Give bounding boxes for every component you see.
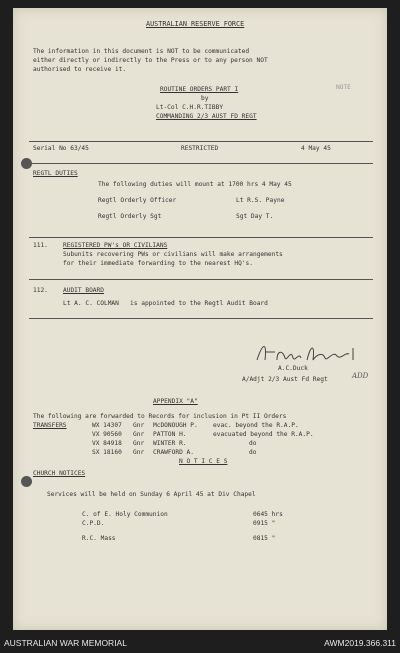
service-number: VX 90560 [92,431,122,438]
classification: RESTRICTED [181,145,219,152]
footer-accession-number: AWM2019.366.311 [324,638,396,648]
section-heading: REGISTERED PW's OR CIVILIANS [63,242,168,249]
orders-officer: Lt-Col C.H.R.TIBBY [156,104,224,111]
punch-hole [21,476,32,487]
service-name: R.C. Mass [82,535,116,542]
stamp: NOTE [336,84,351,91]
service-time: 0915 " [253,520,276,527]
service-name: C. of E. Holy Communion [82,511,168,518]
signature [253,338,363,368]
service-number: SX 18160 [92,449,122,456]
divider [29,279,373,280]
transfer-note: do [249,449,257,456]
section-number: 111. [33,242,48,249]
divider [29,237,373,238]
service-time: 0815 " [253,535,276,542]
divider [29,141,373,142]
soldier-name: CRAWFORD A. [153,449,194,456]
serial-number: Serial No 63/45 [33,145,89,152]
rank: Gnr [133,440,145,447]
church-intro: Services will be held on Sunday 6 April 45 at Div Chapel [47,491,256,498]
duty-name: Lt R.S. Payne [236,197,285,204]
church-heading: CHURCH NOTICES [33,470,86,477]
section-number: 112. [33,287,48,294]
appendix-heading: APPENDIX "A" [153,398,198,405]
divider [29,318,373,319]
notice-line: either directly or indirectly to the Press or to any person NOT [33,57,268,64]
order-date: 4 May 45 [301,145,331,152]
section-text: Lt A. C. COLMAN is appointed to the Regtl Audit Board [63,300,268,307]
soldier-name: PATTON H. [153,431,187,438]
duty-name: Sgt Day T. [236,213,274,220]
divider [29,163,373,164]
section-text: Subunits recovering PWs or civilians will make arrangements [63,251,283,258]
service-time: 0645 hrs [253,511,283,518]
section-heading: AUDIT BOARD [63,287,104,294]
section-text: for their immediate forwarding to the nearest HQ's. [63,260,253,267]
duty-role: Regtl Orderly Sgt [98,213,162,220]
footer-credit: AUSTRALIAN WAR MEMORIAL [4,638,127,648]
appendix-intro: The following are forwarded to Records for inclusion in Pt II Orders [33,413,287,420]
rank: Gnr [133,431,145,438]
service-number: WX 14307 [92,422,122,429]
service-number: VX 84918 [92,440,122,447]
soldier-name: McDONOUGH P. [153,422,198,429]
document-title: AUSTRALIAN RESERVE FORCE [146,20,245,28]
soldier-name: WINTER R. [153,440,187,447]
notice-line: authorised to receive it. [33,66,127,73]
section-heading: REGTL DUTIES [33,170,78,177]
duties-intro: The following duties will mount at 1700 hrs 4 May 45 [98,181,292,188]
orders-by: by [201,95,209,102]
rank: Gnr [133,422,145,429]
service-name: C.P.D. [82,520,105,527]
handwritten-annotation: ADD [352,372,369,380]
duty-role: Regtl Orderly Officer [98,197,177,204]
signatory-name: A.C.Duck [278,365,308,372]
document-page [13,8,387,630]
appendix-label: TRANSFERS [33,422,67,429]
transfer-note: evac. beyond the R.A.P. [213,422,299,429]
signatory-title: A/Adjt 2/3 Aust Fd Regt [242,376,328,383]
notices-heading: N O T I C E S [179,458,228,465]
notice-line: The information in this document is NOT to be communicated [33,48,250,55]
transfer-note: evacuated beyond the R.A.P. [213,431,314,438]
orders-title: ROUTINE ORDERS PART I [160,86,239,93]
transfer-note: do [249,440,257,447]
orders-command: COMMANDING 2/3 AUST FD REGT [156,113,257,120]
rank: Gnr [133,449,145,456]
